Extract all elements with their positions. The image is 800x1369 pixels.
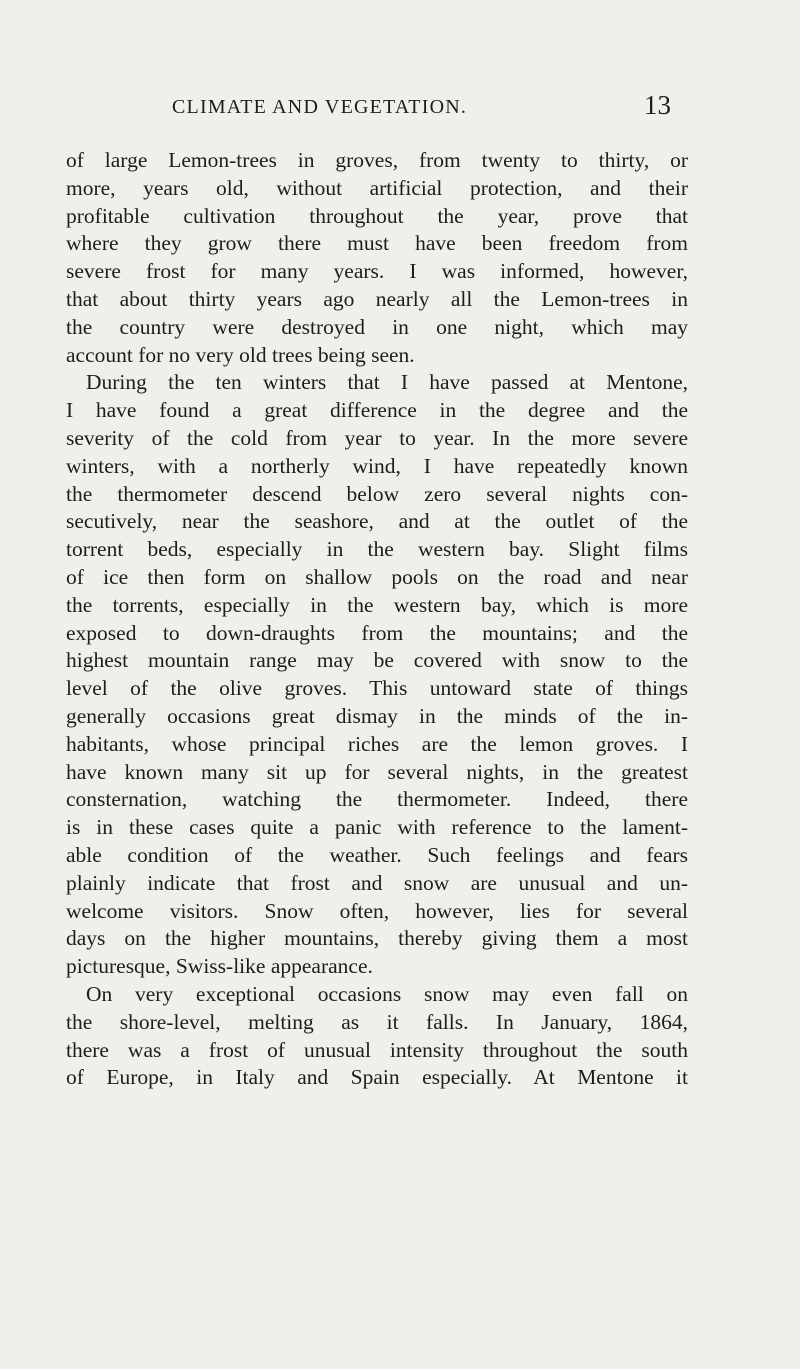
page-number: 13 <box>644 90 671 120</box>
text-line: consternation, watching the thermometer. Indeed, there <box>66 787 688 812</box>
text-line: severe frost for many years. I was informed, however, <box>66 259 688 284</box>
text-line: the torrents, especially in the western bay, which is more <box>66 592 688 617</box>
text-line: winters, with a northerly wind, I have repeatedly known <box>66 453 688 478</box>
text-line: the country were destroyed in one night, which may <box>66 314 688 339</box>
text-line: the shore-level, melting as it falls. In January, 1864, <box>66 1009 688 1034</box>
text-line: highest mountain range may be covered with snow to the <box>66 648 688 673</box>
text-line: of large Lemon-trees in groves, from twenty to thirty, or <box>66 148 688 172</box>
text-line: that about thirty years ago nearly all the Lemon-trees in <box>66 286 688 311</box>
text-line: I have found a great difference in the degree and the <box>66 398 688 423</box>
text-line: of Europe, in Italy and Spain especially. At Mentone it <box>66 1065 688 1090</box>
paragraph-start-line: During the ten winters that I have passed at Mentone, <box>86 370 688 395</box>
paragraph-start-line: On very exceptional occasions snow may even fall on <box>86 981 688 1006</box>
body-text <box>66 147 688 1092</box>
text-line: plainly indicate that frost and snow are unusual and un- <box>66 870 688 895</box>
text-line: secutively, near the seashore, and at the outlet of the <box>66 509 688 534</box>
text-line: there was a frost of unusual intensity throughout the south <box>66 1037 688 1062</box>
text-line: torrent beds, especially in the western bay. Slight films <box>66 537 688 562</box>
text-line: the thermometer descend below zero several nights con- <box>66 481 688 506</box>
text-line: have known many sit up for several nights, in the greatest <box>66 759 688 784</box>
text-line: picturesque, Swiss-like appearance. <box>66 954 373 979</box>
text-line: is in these cases quite a panic with reference to the lament- <box>66 815 688 840</box>
page-header <box>0 90 800 130</box>
running-head: CLIMATE AND VEGETATION. <box>172 96 468 118</box>
text-line: habitants, whose principal riches are the lemon groves. I <box>66 731 688 756</box>
text-line: severity of the cold from year to year. In the more severe <box>66 425 688 450</box>
text-line: account for no very old trees being seen. <box>66 342 415 367</box>
text-line: days on the higher mountains, thereby giving them a most <box>66 926 688 951</box>
text-line: where they grow there must have been freedom from <box>66 231 688 256</box>
text-line: more, years old, without artificial protection, and their <box>66 175 688 200</box>
text-line: welcome visitors. Snow often, however, lies for several <box>66 898 688 923</box>
text-line: generally occasions great dismay in the minds of the in- <box>66 703 688 728</box>
text-line: profitable cultivation throughout the year, prove that <box>66 203 688 228</box>
text-line: exposed to down-draughts from the mountains; and the <box>66 620 688 645</box>
text-line: able condition of the weather. Such feelings and fears <box>66 842 688 867</box>
text-line: level of the olive groves. This untoward state of things <box>66 676 688 701</box>
text-line: of ice then form on shallow pools on the road and near <box>66 564 688 589</box>
